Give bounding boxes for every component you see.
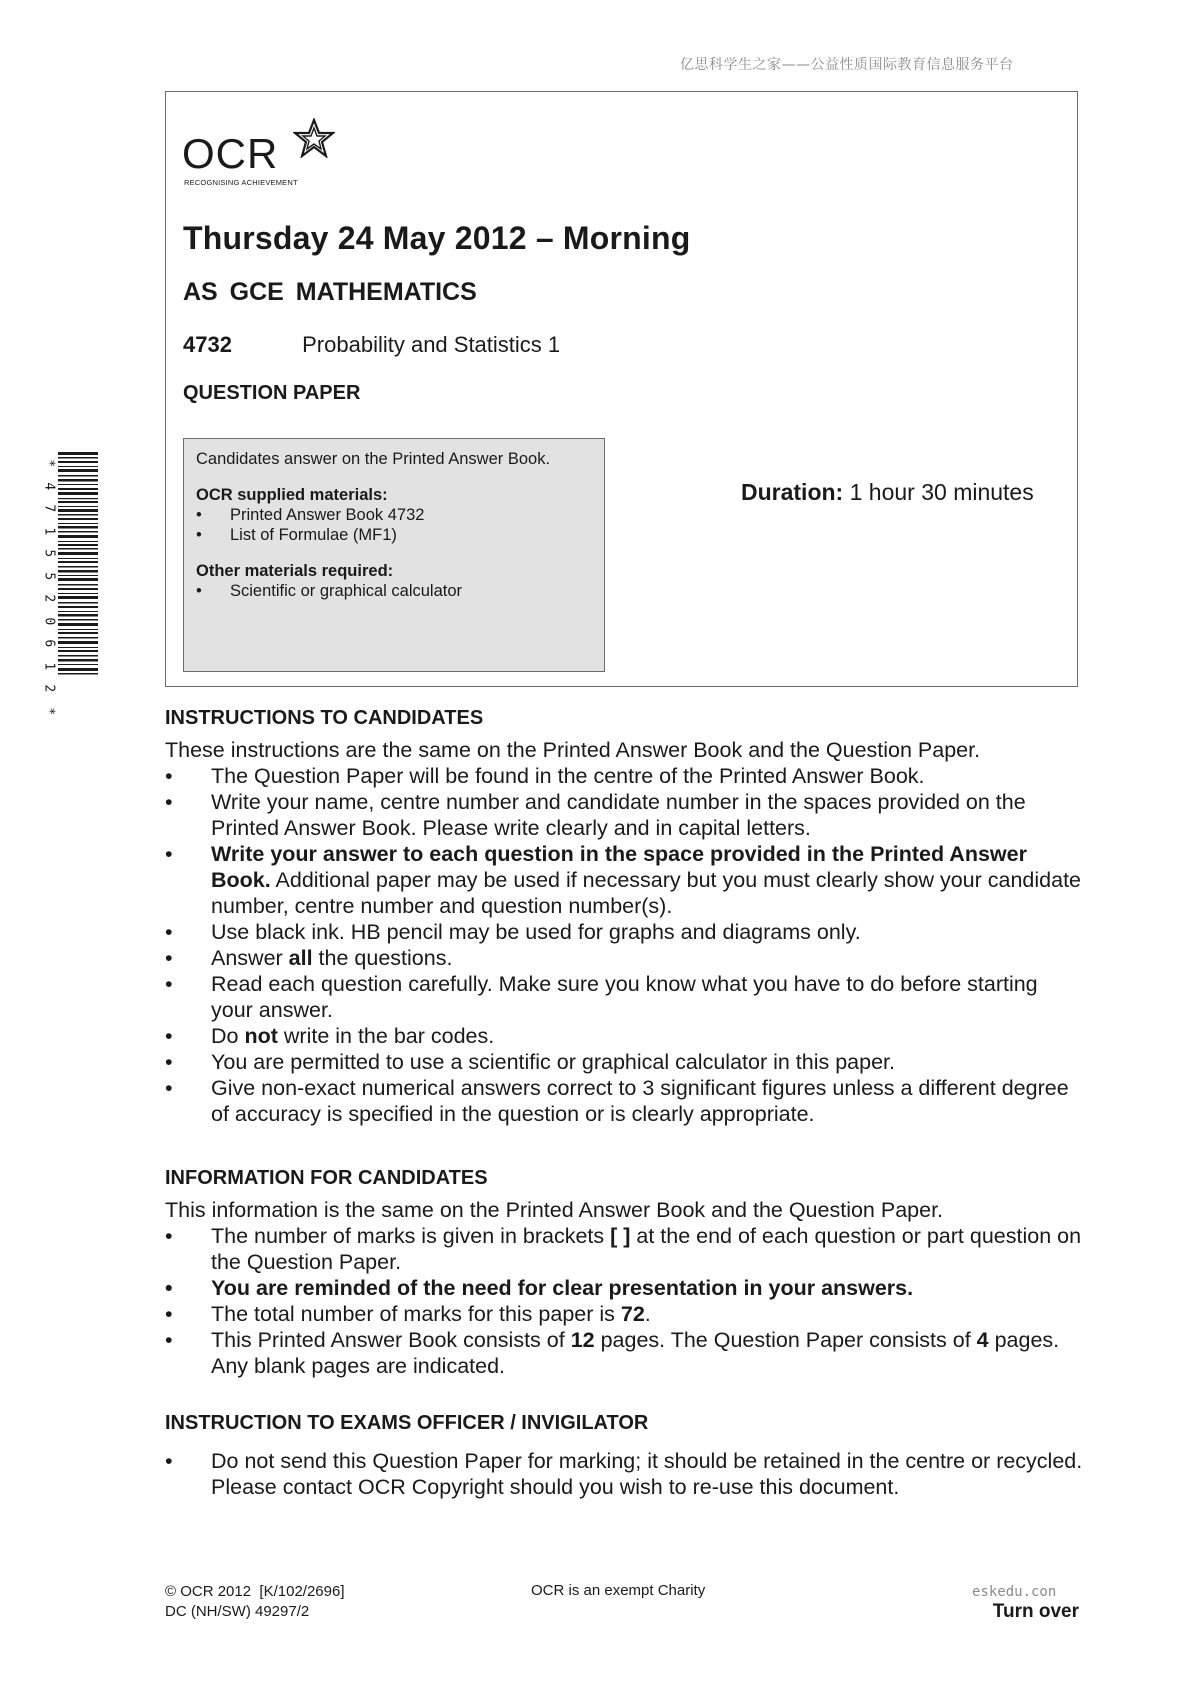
supplied-item: • List of Formulae (MF1) — [196, 525, 592, 545]
barcode-digit: 7 — [41, 504, 57, 513]
barcode-digit: 6 — [41, 639, 57, 648]
instructions-heading: INSTRUCTIONS TO CANDIDATES — [165, 707, 484, 729]
information-text: This Printed Answer Book consists of — [211, 1328, 571, 1352]
instructions-list — [165, 763, 1085, 1127]
officer-section — [165, 1410, 1085, 1500]
information-bold-text: 4 — [976, 1328, 989, 1352]
officer-heading: INSTRUCTION TO EXAMS OFFICER / INVIGILATOR — [165, 1412, 649, 1434]
document-ref: DC (NH/SW) 49297/2 — [165, 1603, 310, 1620]
barcode-digit: 1 — [41, 661, 57, 670]
instruction-bold-text: all — [288, 946, 313, 970]
other-item: • Scientific or graphical calculator — [196, 581, 592, 601]
instruction-item — [165, 945, 1085, 971]
instruction-item — [165, 1023, 1085, 1049]
watermark-top: 亿思科学生之家——公益性质国际教育信息服务平台 — [680, 57, 1014, 73]
footer-watermark: eskedu.con — [972, 1584, 1057, 1600]
other-materials-heading: Other materials required: — [196, 562, 394, 580]
materials-box — [183, 438, 605, 672]
copyright-text: © OCR 2012 [K/102/2696] — [165, 1583, 345, 1600]
information-text: . — [644, 1302, 651, 1326]
information-text: pages. The Question Paper consists of — [594, 1328, 977, 1352]
instruction-bold-text: not — [244, 1024, 278, 1048]
charity-note: OCR is an exempt Charity — [531, 1582, 706, 1599]
information-intro: This information is the same on the Printed Answer Book and the Question Paper. — [165, 1198, 944, 1222]
information-item — [165, 1223, 1085, 1275]
information-section — [165, 1165, 1085, 1379]
unit-title: Probability and Statistics 1 — [302, 332, 561, 357]
instruction-item: • Read each question carefully. Make sure you know what you have to do before starting your answer. — [165, 971, 1085, 1023]
information-text: pages. Any blank pages are indicated. — [211, 1328, 1060, 1378]
information-item — [165, 1301, 1085, 1327]
duration-value: 1 hour 30 minutes — [849, 479, 1034, 505]
instruction-text: Do — [211, 1024, 245, 1048]
officer-item: • Do not send this Question Paper for marking; it should be retained in the centre or recycled. Please contact OCR Copyright should you wish to re-use this document. — [165, 1448, 1085, 1500]
information-item: • You are reminded of the need for clear presentation in your answers. — [165, 1275, 1085, 1301]
barcode-digit: * — [41, 706, 57, 715]
barcode-digit: 2 — [41, 594, 57, 603]
instruction-text: Answer — [211, 946, 289, 970]
instruction-item: • Write your name, centre number and candidate number in the spaces provided on the Printed Answer Book. Please write clearly and in capital letters. — [165, 789, 1085, 841]
instructions-intro: These instructions are the same on the Printed Answer Book and the Question Paper. — [165, 738, 981, 762]
logo-tagline: RECOGNISING ACHIEVEMENT — [184, 178, 298, 187]
logo-wordmark: OCR — [182, 130, 279, 177]
barcode-digit: 4 — [41, 481, 57, 490]
barcode-digit: * — [41, 459, 57, 468]
duration — [741, 479, 1034, 506]
instruction-bold-text: Write your answer to each question in the space provided in the Printed Answer Book. — [211, 842, 1027, 892]
instruction-item: • You are permitted to use a scientific or graphical calculator in this paper. — [165, 1049, 1085, 1075]
ocr-logo — [182, 118, 342, 188]
instruction-text: Additional paper may be used if necessary but you must clearly show your candidate number, centre number and question number(s). — [211, 868, 1082, 918]
barcode-digit: 5 — [41, 571, 57, 580]
barcode-digits — [41, 452, 55, 722]
footer-left — [165, 1582, 345, 1622]
instruction-item — [165, 841, 1085, 919]
instruction-text: write in the bar codes. — [277, 1024, 495, 1048]
supplied-materials-heading: OCR supplied materials: — [196, 486, 388, 504]
information-bold-text: [ ] — [610, 1224, 631, 1248]
duration-label: Duration: — [741, 479, 844, 505]
instruction-text: the questions. — [312, 946, 453, 970]
unit-row — [183, 332, 560, 358]
subject-title: AS GCE MATHEMATICS — [183, 278, 477, 306]
instructions-section — [165, 705, 1085, 1127]
paper-type: QUESTION PAPER — [183, 382, 361, 404]
information-heading: INFORMATION FOR CANDIDATES — [165, 1167, 488, 1189]
exam-date: Thursday 24 May 2012 – Morning — [183, 220, 691, 256]
barcode-digit: 1 — [41, 526, 57, 535]
information-text: The number of marks is given in brackets — [211, 1224, 611, 1248]
barcode-digit: 0 — [41, 616, 57, 625]
barcode-digit: 2 — [41, 684, 57, 693]
cover-box — [165, 91, 1078, 687]
information-item — [165, 1327, 1085, 1379]
instruction-item: • The Question Paper will be found in the centre of the Printed Answer Book. — [165, 763, 1085, 789]
materials-intro: Candidates answer on the Printed Answer Book. — [196, 450, 551, 468]
supplied-item: • Printed Answer Book 4732 — [196, 505, 592, 525]
barcode-digit: 5 — [41, 549, 57, 558]
unit-code: 4732 — [183, 332, 232, 357]
information-list — [165, 1223, 1085, 1379]
information-bold-text: 72 — [620, 1302, 645, 1326]
information-text: at the end of each question or part question on the Question Paper. — [211, 1224, 1082, 1274]
officer-list — [165, 1448, 1085, 1500]
instruction-item: • Use black ink. HB pencil may be used for graphs and diagrams only. — [165, 919, 1085, 945]
turn-over: Turn over — [992, 1601, 1079, 1622]
information-bold-text: 12 — [570, 1328, 595, 1352]
instruction-item: • Give non-exact numerical answers correct to 3 significant figures unless a different degree of accuracy is specified in the question or is clearly appropriate. — [165, 1075, 1085, 1127]
star-logo-icon — [293, 118, 335, 158]
information-text: The total number of marks for this paper is — [211, 1302, 621, 1326]
